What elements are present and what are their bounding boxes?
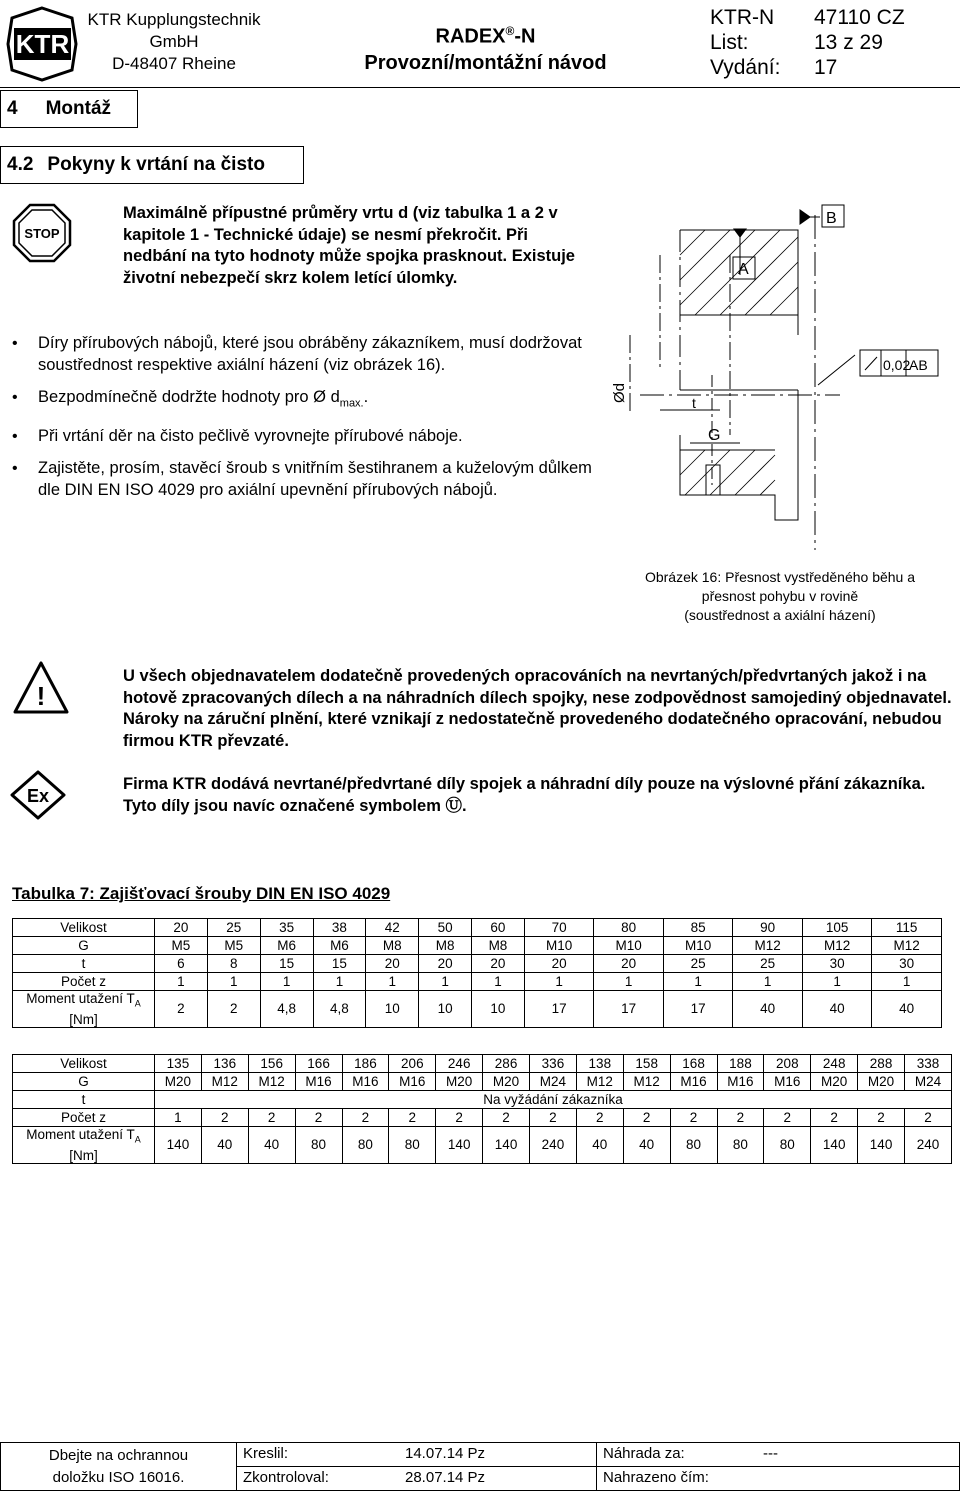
list-item: • Bezpodmínečně dodržte hodnoty pro Ø $d_{max.}$.	[12, 387, 594, 415]
svg-text:!: !	[36, 681, 46, 711]
figure-16-caption: Obrázek 16: Přesnost vystředěného běhu a přesnost pohybu v rovině (soustřednost a axiální házení)	[644, 569, 916, 623]
subsection-heading: 4.2 Pokyny k vrtání na čisto	[0, 146, 304, 184]
table-row: Velikost 20 25 35 38 42 50 60 70 80 85 90 105 115	[13, 919, 942, 937]
liability-warning-text: U všech objednavatelem dodatečně provedených opracováních na nevrtaných/předvrtaných jakož i na hotově zpracovaných dílech a na náhradních dílech spojky, nese zodpovědnost samojediný objednavatel. Nároky na záruční plnění, které vznikají z nedostatečně provedeného dodatečného opracování, nebudou firmou KTR převzaté.	[123, 667, 952, 750]
document-meta: KTR-N 47110 CZ List: 13 z 29 Vydání: 17	[710, 6, 905, 79]
svg-text:STOP: STOP	[24, 226, 60, 241]
document-title: Provozní/montážní návod	[364, 51, 607, 74]
section-heading: 4 Montáž	[0, 90, 138, 128]
ex-atex-icon	[10, 770, 66, 825]
list-item: • Při vrtání děr na čisto pečlivě vyrovnejte přírubové náboje.	[12, 426, 594, 448]
stop-warning-text: Maximálně přípustné průměry vrtu d (viz tabulka 1 a 2 v kapitole 1 - Technické údaje) se nesmí překročit. Při nedbání na tyto hodnoty může spojka prasknout. Existuje životní nebezpečí skrz kolem letící úlomky.	[123, 204, 575, 287]
stop-icon	[12, 203, 72, 268]
company-form: GmbH	[149, 32, 199, 51]
table-row: Velikost 135 136 156 166 186 206 246 286 336 138 158 168 188 208 248 288 338	[13, 1055, 952, 1073]
svg-text:Ød: Ød	[611, 382, 628, 403]
ktr-logo	[0, 0, 85, 88]
svg-text:KTR: KTR	[15, 29, 70, 59]
svg-text:0,02: 0,02	[883, 357, 911, 373]
svg-text:Ex: Ex	[26, 786, 50, 806]
warning-icon	[12, 660, 70, 721]
company-city: D-48407 Rheine	[112, 54, 236, 73]
list-item: • Zajistěte, prosím, stavěcí šroub s vnitřním šestihranem a kuželovým důlkem dle DIN EN ISO 4029 pro axiální upevnění přírubových nábojů.	[12, 458, 594, 501]
svg-text:t: t	[692, 395, 696, 411]
figure-16-drawing	[600, 195, 960, 565]
page-header	[0, 0, 960, 88]
list-item: • Díry přírubových nábojů, které jsou obráběny zákazníkem, musí dodržovat soustřednost respektive axiální házení (viz obrázek 16).	[12, 333, 594, 376]
table-7-title: Tabulka 7: Zajišťovací šrouby DIN EN ISO 4029	[12, 884, 391, 903]
table-row: G M20 M12 M12 M16 M16 M16 M20 M20 M24 M12 M12 M16 M16 M16 M20 M20 M24	[13, 1073, 952, 1091]
table-7-part-1	[12, 918, 942, 1028]
company-address	[85, 0, 263, 97]
table-row: Počet z 1 1 1 1 1 1 1 1 1 1 1 1 1	[13, 973, 942, 991]
document-title-block	[263, 0, 708, 106]
svg-text:G: G	[708, 427, 721, 444]
drawn-row: Kreslil: 14.07.14 Pz	[236, 1442, 597, 1467]
table-row: G M5 M5 M6 M6 M8 M8 M8 M10 M10 M10 M12 M12 M12	[13, 937, 942, 955]
table-row: Moment utažení $T_A$ [Nm] 140 40 40 80 80 80 140 140 240 40 40 80 80 80 140 140 240	[13, 1127, 952, 1164]
replaces-row: Náhrada za: ---	[596, 1442, 960, 1467]
table-7-part-2	[12, 1054, 952, 1164]
page-footer	[0, 1442, 960, 1491]
u-symbol-icon: Ⓤ	[445, 796, 462, 815]
copyright-note: Dbejte na ochrannou doložku ISO 16016.	[0, 1442, 237, 1491]
replaced-by-row: Nahrazeno čím:	[596, 1466, 960, 1491]
ex-parts-text: Firma KTR dodává nevrtané/předvrtané díly spojek a náhradní díly pouze na výslovné přání zákazníka. Tyto díly jsou navíc označené symbolem Ⓤ.	[123, 775, 926, 815]
svg-text:A: A	[738, 261, 749, 278]
company-name: KTR Kupplungstechnik	[87, 10, 261, 29]
svg-text:B: B	[826, 210, 837, 227]
svg-text:AB: AB	[909, 357, 928, 373]
table-row: t 6 8 15 15 20 20 20 20 20 25 25 30 30	[13, 955, 942, 973]
table-row: Počet z 1 2 2 2 2 2 2 2 2 2 2 2 2 2 2 2 2	[13, 1109, 952, 1127]
checked-row: Zkontroloval: 28.07.14 Pz	[236, 1466, 597, 1491]
product-name: RADEX®-N	[435, 24, 536, 48]
table-row: t Na vyžádání zákazníka	[13, 1091, 952, 1109]
table-row: Moment utažení $T_A$ [Nm] 2 2 4,8 4,8 10 10 10 17 17 17 40 40 40	[13, 991, 942, 1028]
header-divider	[0, 87, 960, 88]
instruction-list	[12, 333, 594, 512]
